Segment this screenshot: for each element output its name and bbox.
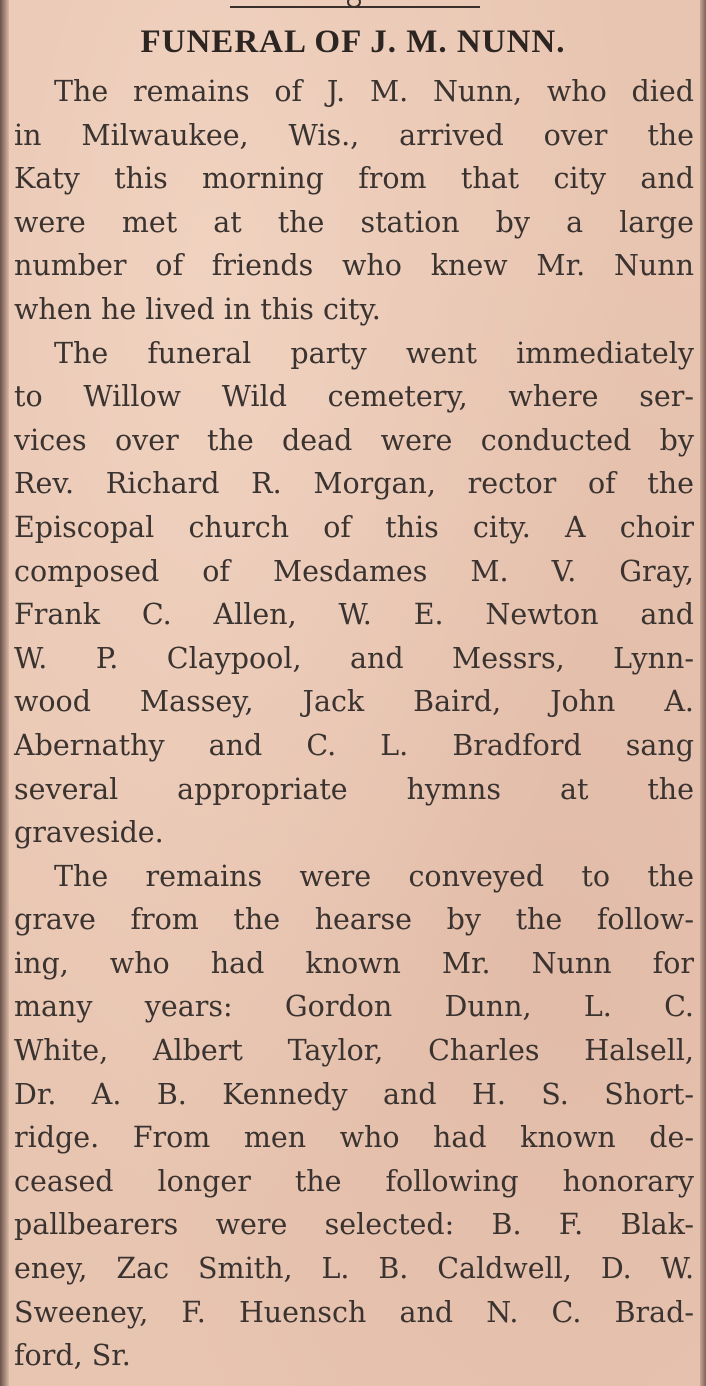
text-line: Frank C. Allen, W. E. Newton and: [14, 598, 694, 632]
text-line: Sweeney, F. Huensch and N. C. Brad-: [14, 1295, 694, 1329]
text-line: wood Massey, Jack Baird, John A.: [14, 685, 694, 719]
article-headline: FUNERAL OF J. M. NUNN.: [140, 24, 566, 60]
text-line: White, Albert Taylor, Charles Halsell,: [14, 1034, 694, 1068]
text-line: graveside.: [14, 816, 164, 850]
text-line: Episcopal church of this city. A choir: [14, 510, 694, 544]
text-line: The remains were conveyed to the: [54, 859, 694, 893]
text-line: The remains of J. M. Nunn, who died: [54, 75, 694, 108]
text-line: many years: Gordon Dunn, L. C.: [14, 990, 694, 1024]
text-line: composed of Mesdames M. V. Gray,: [14, 554, 694, 588]
paragraph-2: [14, 332, 694, 855]
text-line: when he lived in this city.: [14, 292, 381, 326]
paragraph-1: [14, 70, 694, 332]
text-line: number of friends who knew Mr. Nunn: [14, 249, 694, 283]
text-line: Rev. Richard R. Morgan, rector of the: [14, 467, 694, 501]
article-body: [14, 70, 694, 1378]
text-line: pallbearers were selected: B. F. Blak-: [14, 1208, 694, 1242]
text-line: W. P. Claypool, and Messrs, Lynn-: [14, 641, 694, 675]
text-line: to Willow Wild cemetery, where ser-: [14, 380, 694, 414]
text-line: ing, who had known Mr. Nunn for: [14, 946, 694, 980]
text-line: ridge. From men who had known de-: [14, 1121, 694, 1155]
paragraph-3: [14, 855, 694, 1378]
text-line: ford, Sr.: [14, 1339, 131, 1373]
text-line: were met at the station by a large: [14, 205, 694, 239]
top-divider-rule: [230, 0, 480, 14]
text-line: Abernathy and C. L. Bradford sang: [14, 728, 694, 762]
text-line: Dr. A. B. Kennedy and H. S. Short-: [14, 1077, 694, 1111]
clipping-left-edge: [0, 0, 9, 1386]
clipping-right-edge: [700, 0, 706, 1386]
text-line: ceased longer the following honorary: [14, 1164, 694, 1198]
text-line: vices over the dead were conducted by: [14, 423, 694, 457]
text-line: in Milwaukee, Wis., arrived over the: [14, 118, 694, 152]
text-line: several appropriate hymns at the: [14, 772, 694, 806]
text-line: grave from the hearse by the follow-: [14, 903, 694, 937]
text-line: Katy this morning from that city and: [14, 162, 694, 196]
text-line: The funeral party went immediately: [54, 336, 694, 370]
text-line: eney, Zac Smith, L. B. Caldwell, D. W.: [14, 1252, 694, 1286]
